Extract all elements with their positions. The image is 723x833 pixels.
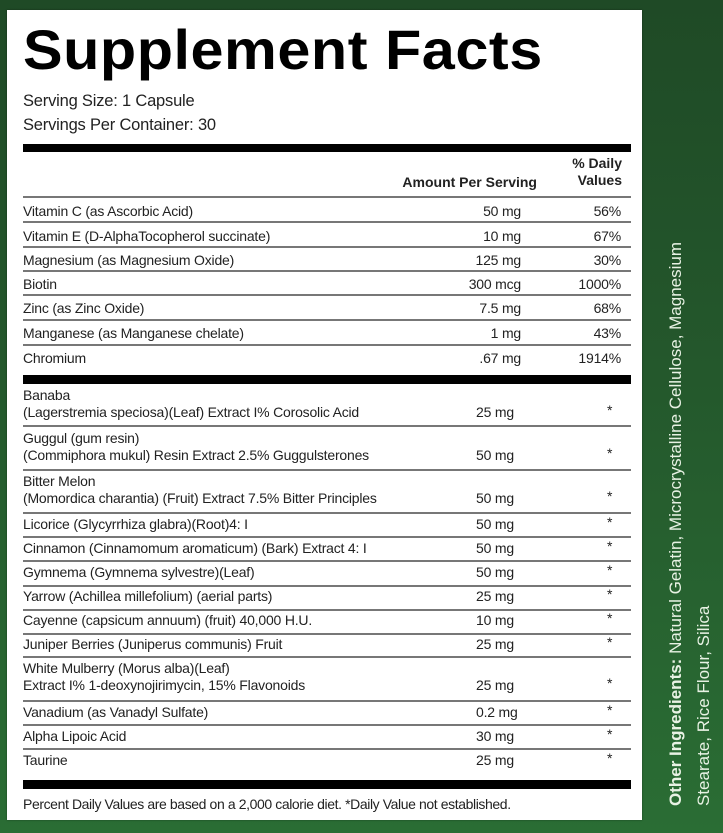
ingredient-amount: 50 mg: [476, 516, 514, 532]
nutrient-amount: 50 mg: [483, 203, 521, 219]
nutrient-name: Biotin: [23, 276, 57, 292]
ingredient-amount: 25 mg: [476, 677, 514, 693]
other-ingredients: [662, 46, 718, 806]
nutrient-amount: 300 mcg: [468, 276, 521, 292]
nutrient-dv: 30%: [593, 252, 621, 268]
nutrient-amount: .67 mg: [479, 350, 521, 366]
ingredient-dv: *: [607, 610, 613, 626]
ingredient-dv: *: [607, 675, 613, 691]
ingredient-name: [23, 430, 369, 464]
ingredient-name-line2: (Commiphora mukul) Resin Extract 2.5% Guggulsterones: [23, 447, 369, 463]
row-divider: [23, 656, 631, 658]
nutrient-name: Vitamin E (D-AlphaTocopherol succinate): [23, 228, 271, 244]
ingredient-name: Juniper Berries (Juniperus communis) Fruit: [23, 636, 283, 652]
row-divider: [23, 724, 631, 726]
ingredient-amount: 50 mg: [476, 564, 514, 580]
nutrient-name: Vitamin C (as Ascorbic Acid): [23, 203, 193, 219]
row-divider: [23, 700, 631, 702]
ingredient-dv: *: [607, 750, 613, 766]
ingredient-dv: *: [607, 562, 613, 578]
nutrient-amount: 10 mg: [483, 228, 521, 244]
other-ingredients-label: Other Ingredients:: [666, 658, 685, 806]
row-divider: [23, 748, 631, 750]
row-divider: [23, 469, 631, 471]
nutrient-amount: 125 mg: [475, 252, 521, 268]
nutrient-dv: 1000%: [578, 276, 621, 292]
ingredient-dv: *: [607, 402, 613, 418]
thick-divider-bottom: [23, 780, 631, 789]
nutrient-name: Chromium: [23, 350, 86, 366]
ingredient-amount: 25 mg: [476, 588, 514, 604]
thick-divider-middle: [23, 375, 631, 384]
ingredient-dv: *: [607, 514, 613, 530]
ingredient-dv: *: [607, 702, 613, 718]
ingredient-name-line1: White Mulberry (Morus alba)(Leaf): [23, 660, 230, 676]
other-ingredients-line1: [662, 46, 690, 806]
ingredient-dv: *: [607, 586, 613, 602]
header-divider: [23, 196, 631, 198]
thick-divider-top: [23, 144, 631, 152]
ingredient-name: Gymnema (Gymnema sylvestre)(Leaf): [23, 564, 255, 580]
daily-values-header: [547, 155, 622, 189]
nutrient-name: Zinc (as Zinc Oxide): [23, 300, 145, 316]
nutrient-dv: 68%: [593, 300, 621, 316]
ingredient-name-line2: (Lagerstremia speciosa)(Leaf) Extract I% Corosolic Acid: [23, 404, 360, 420]
other-ingredients-line2: Stearate, Rice Flour, Silica: [694, 605, 713, 806]
row-divider: [23, 585, 631, 587]
ingredient-amount: 25 mg: [476, 404, 514, 420]
ingredient-name: Yarrow (Achillea millefolium) (aerial parts): [23, 588, 273, 604]
ingredient-name: Vanadium (as Vanadyl Sulfate): [23, 704, 209, 720]
row-divider: [23, 246, 631, 248]
ingredient-amount: 50 mg: [476, 490, 514, 506]
row-divider: [23, 512, 631, 514]
row-divider: [23, 609, 631, 611]
servings-per-container: Servings Per Container: 30: [23, 116, 216, 134]
ingredient-dv: *: [607, 445, 613, 461]
ingredient-name-line1: Bitter Melon: [23, 473, 96, 489]
nutrient-amount: 1 mg: [490, 325, 521, 341]
row-divider: [23, 270, 631, 272]
ingredient-amount: 25 mg: [476, 636, 514, 652]
ingredient-dv: *: [607, 538, 613, 554]
daily-values-header-line2: Values: [577, 172, 622, 188]
label-title: Supplement Facts: [23, 18, 543, 81]
ingredient-name: Licorice (Glycyrrhiza glabra)(Root)4: I: [23, 516, 248, 532]
ingredient-name: [23, 387, 359, 421]
nutrient-dv: 56%: [593, 203, 621, 219]
row-divider: [23, 221, 631, 223]
ingredient-amount: 25 mg: [476, 752, 514, 768]
row-divider: [23, 344, 631, 346]
row-divider: [23, 633, 631, 635]
ingredient-name: [23, 473, 377, 507]
row-divider: [23, 425, 631, 427]
other-ingredients-text1: Natural Gelatin, Microcrystalline Cellulose, Magnesium: [666, 241, 685, 659]
ingredient-name-line1: Guggul (gum resin): [23, 430, 140, 446]
nutrient-name: Manganese (as Manganese chelate): [23, 325, 244, 341]
serving-size: Serving Size: 1 Capsule: [23, 92, 195, 110]
supplement-facts-panel: [7, 10, 642, 820]
ingredient-amount: 50 mg: [476, 540, 514, 556]
row-divider: [23, 294, 631, 296]
ingredient-amount: 50 mg: [476, 447, 514, 463]
daily-values-header-line1: % Daily: [572, 155, 622, 171]
nutrient-dv: 67%: [593, 228, 621, 244]
ingredient-name-line1: Banaba: [23, 387, 71, 403]
ingredient-name-line2: (Momordica charantia) (Fruit) Extract 7.5% Bitter Principles: [23, 490, 377, 506]
ingredient-amount: 0.2 mg: [476, 704, 518, 720]
ingredient-name: Alpha Lipoic Acid: [23, 728, 127, 744]
ingredient-dv: *: [607, 634, 613, 650]
nutrient-name: Magnesium (as Magnesium Oxide): [23, 252, 235, 268]
row-divider: [23, 536, 631, 538]
row-divider: [23, 319, 631, 321]
nutrient-dv: 43%: [593, 325, 621, 341]
ingredient-dv: *: [607, 726, 613, 742]
ingredient-name: [23, 660, 305, 694]
row-divider: [23, 560, 631, 562]
ingredient-name: Taurine: [23, 752, 68, 768]
ingredient-dv: *: [607, 488, 613, 504]
ingredient-amount: 10 mg: [476, 612, 514, 628]
ingredient-amount: 30 mg: [476, 728, 514, 744]
nutrient-amount: 7.5 mg: [479, 300, 521, 316]
ingredient-name-line2: Extract I% 1-deoxynojirimycin, 15% Flavonoids: [23, 677, 306, 693]
nutrient-dv: 1914%: [578, 350, 621, 366]
amount-header: Amount Per Serving: [402, 174, 537, 190]
ingredient-name: Cinnamon (Cinnamomum aromaticum) (Bark) Extract 4: I: [23, 540, 367, 556]
footnote: Percent Daily Values are based on a 2,000 calorie diet. *Daily Value not established.: [23, 796, 511, 812]
ingredient-name: Cayenne (capsicum annuum) (fruit) 40,000 H.U.: [23, 612, 313, 628]
